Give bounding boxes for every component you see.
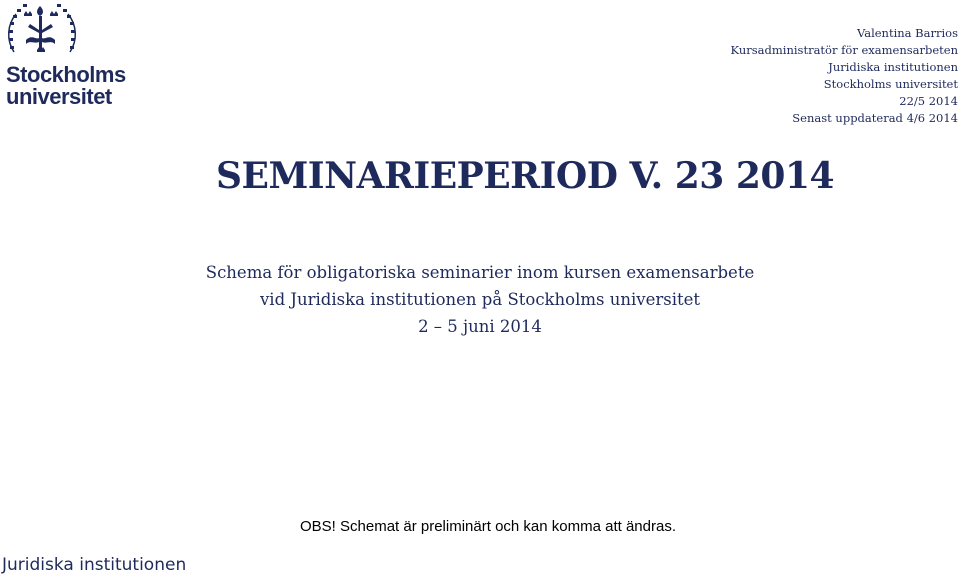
page-title: SEMINARIEPERIOD V. 23 2014 xyxy=(216,155,835,197)
author-name: Valentina Barrios xyxy=(856,26,958,40)
author-university: Stockholms universitet xyxy=(823,77,958,91)
logo-wordmark-line1: Stockholms xyxy=(6,62,126,87)
logo-wordmark-line2: universitet xyxy=(6,84,112,109)
description-line-3: 2 – 5 juni 2014 xyxy=(418,317,542,336)
document-date: 22/5 2014 xyxy=(899,94,958,108)
university-logo xyxy=(4,0,134,108)
university-seal-icon xyxy=(6,0,78,60)
description-line-1: Schema för obligatoriska seminarier inom kursen examensarbete xyxy=(205,263,755,282)
author-role: Kursadministratör för examensarbeten xyxy=(730,43,958,57)
author-department: Juridiska institutionen xyxy=(828,60,958,74)
last-updated: Senast uppdaterad 4/6 2014 xyxy=(792,111,958,125)
author-block xyxy=(731,25,958,127)
description-line-2: vid Juridiska institutionen på Stockholms universitet xyxy=(259,290,701,309)
footer-institution: Juridiska institutionen xyxy=(2,555,187,575)
preliminary-note: OBS! Schemat är preliminärt och kan komma att ändras. xyxy=(300,518,676,535)
description-block xyxy=(170,259,790,340)
